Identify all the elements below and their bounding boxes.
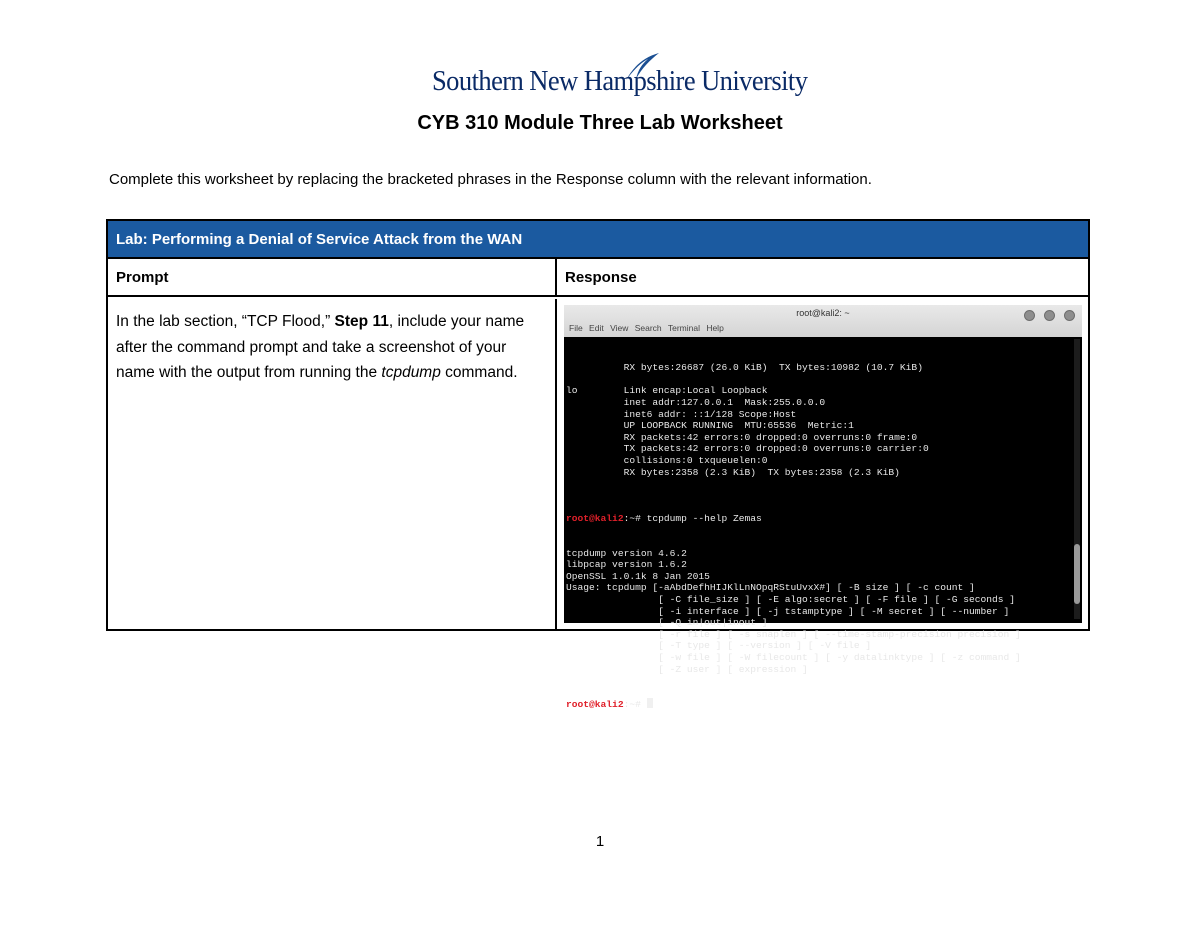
terminal-scroll-thumb [1074,544,1080,604]
terminal-before-lines [566,362,1072,490]
prompt-text-part: command. [440,364,518,381]
maximize-icon [1044,310,1055,321]
terminal-line: RX packets:42 errors:0 dropped:0 overruns:0 frame:0 [566,431,918,443]
terminal-line: RX bytes:26687 (26.0 KiB) TX bytes:10982 (10.7 KiB) [566,362,923,374]
university-logo [432,52,808,106]
terminal-line: inet addr:127.0.0.1 Mask:255.0.0.0 [566,396,826,408]
terminal-prompt-suffix: :~# [623,512,647,524]
terminal-line: [ -w file ] [ -W filecount ] [ -y datalinktype ] [ -z command ] [566,652,1021,664]
terminal-command: tcpdump --help Zemas [646,512,762,524]
terminal-line: TX packets:42 errors:0 dropped:0 overruns:0 carrier:0 [566,443,929,455]
terminal-line: UP LOOPBACK RUNNING MTU:65536 Metric:1 [566,420,854,432]
terminal-line: [ -Z user ] [ expression ] [566,663,808,675]
response-column-header: Response [557,259,1088,297]
terminal-title: root@kali2: ~ [796,308,850,318]
terminal-titlebar [564,305,1082,337]
terminal-prompt-suffix: :~# [623,699,647,711]
minimize-icon [1024,310,1035,321]
terminal-line [566,478,1072,490]
terminal-output [566,339,1072,711]
terminal-scrollbar [1074,339,1080,619]
close-icon [1064,310,1075,321]
terminal-line: RX bytes:2358 (2.3 KiB) TX bytes:2358 (2.3 KiB) [566,466,900,478]
terminal-line: [ -C file_size ] [ -E algo:secret ] [ -F file ] [ -G seconds ] [566,594,1016,606]
page-number: 1 [595,833,605,850]
lab-table-header: Lab: Performing a Denial of Service Attack from the WAN [108,221,1088,259]
terminal-line: [ -Q in|out|inout ] [566,617,768,629]
terminal-prompt-user: root@kali2 [566,699,624,711]
lab-table [106,219,1090,711]
terminal-line: libpcap version 1.6.2 [566,559,687,571]
prompt-step-bold: Step 11 [334,313,389,330]
terminal-line: Usage: tcpdump [-aAbdDefhHIJKlLnNOpqRStuUvxX#] [ -B size ] [ -c count ] [566,582,975,594]
terminal-line: inet6 addr: ::1/128 Scope:Host [566,408,797,420]
terminal-line [566,374,1072,386]
prompt-text-part: , include your name after the command prompt and take a screenshot of your name with the output from running the [116,313,525,381]
terminal-menu-bar: File Edit View Search Terminal Help [569,323,724,333]
terminal-line: tcpdump version 4.6.2 [566,547,687,559]
terminal-final-prompt [566,698,1072,710]
terminal-output-lines [566,548,1072,676]
prompt-command-italic: tcpdump [381,364,441,381]
prompt-column-header: Prompt [108,259,557,297]
terminal-line: collisions:0 txqueuelen:0 [566,454,768,466]
terminal-prompt-user: root@kali2 [566,512,624,524]
terminal-cursor [647,698,653,708]
terminal-command-line [566,513,1072,525]
logo-wordmark: Southern New Hampshire University [432,66,808,97]
prompt-text-part: In the lab section, “TCP Flood,” [116,313,335,330]
terminal-screenshot [564,305,1082,711]
prompt-cell [108,299,557,629]
terminal-line: lo Link encap:Local Loopback [566,385,768,397]
terminal-line: [ -T type ] [ --version ] [ -V file ] [566,640,872,652]
instructions-text: Complete this worksheet by replacing the bracketed phrases in the Response column with the relevant information. [109,171,872,188]
terminal-line: OpenSSL 1.0.1k 8 Jan 2015 [566,570,710,582]
terminal-line: [ -r file ] [ -s snaplen ] [ --time-stamp-precision precision ] [566,628,1021,640]
terminal-line: [ -i interface ] [ -j tstamptype ] [ -M secret ] [ --number ] [566,605,1010,617]
response-cell [557,299,1088,711]
document-title: CYB 310 Module Three Lab Worksheet [417,112,783,134]
